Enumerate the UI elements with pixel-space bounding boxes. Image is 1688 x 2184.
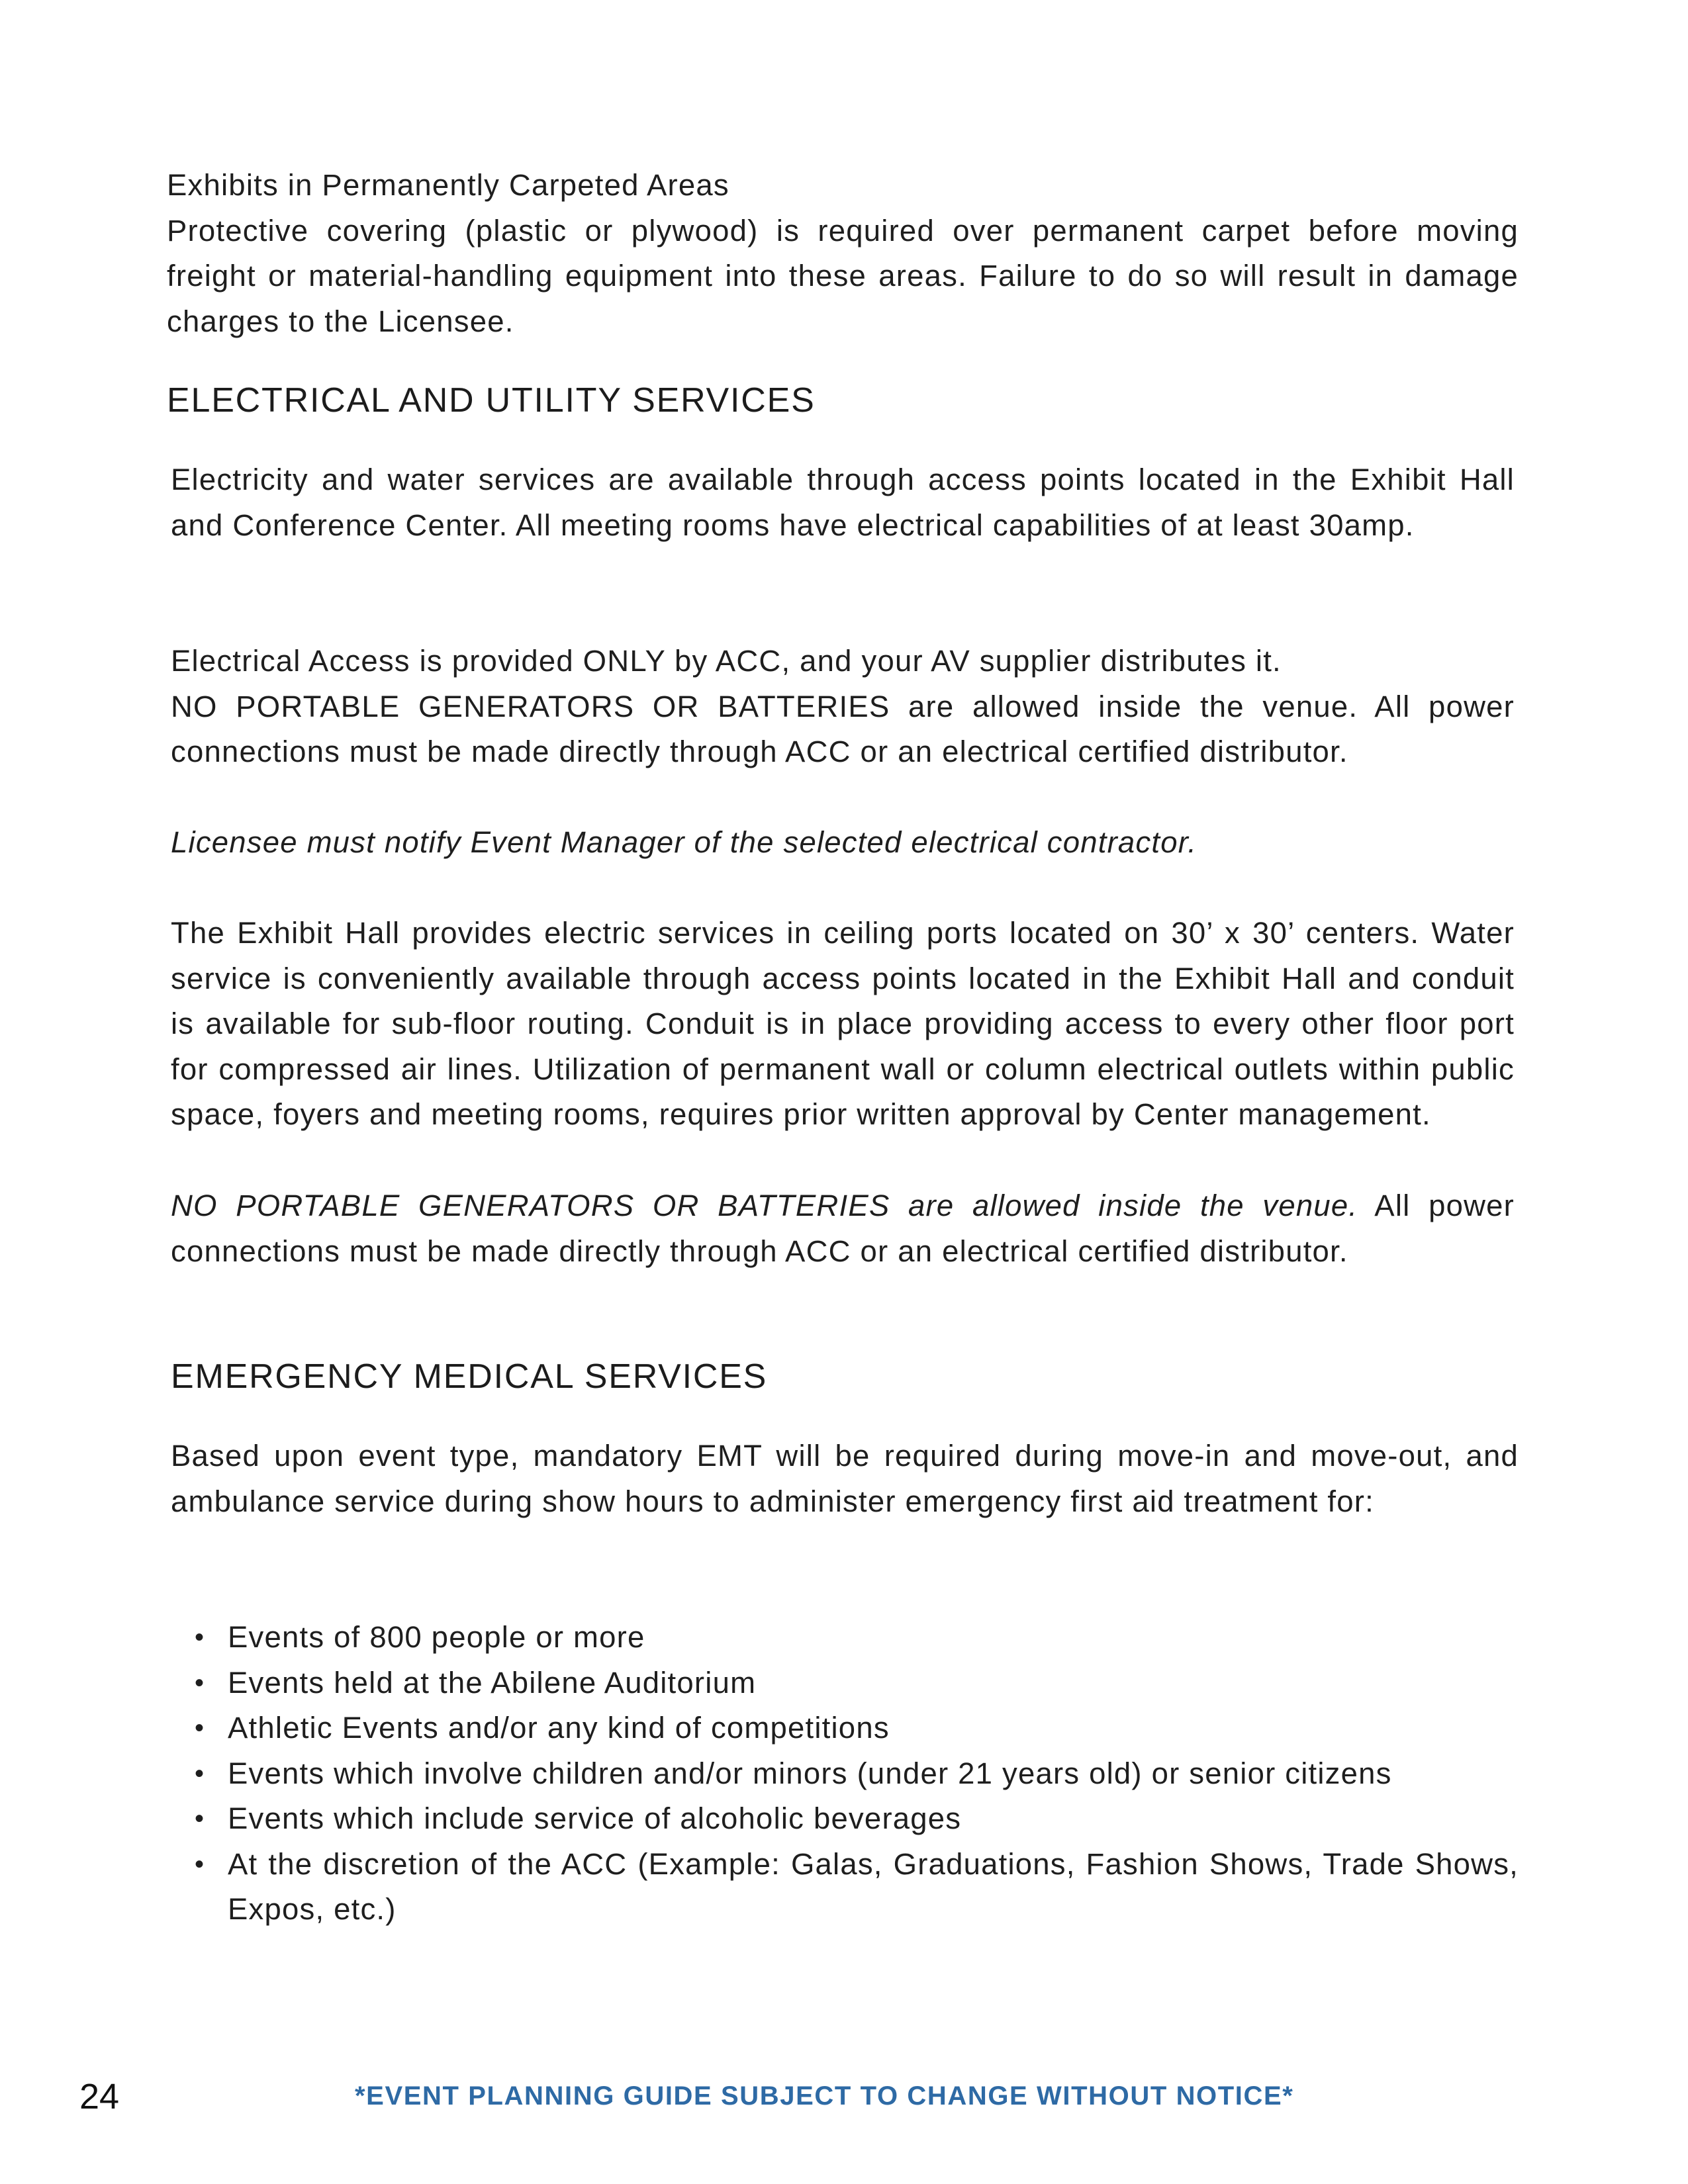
electrical-contractor-notice: Licensee must notify Event Manager of the selected electrical contractor. (171, 825, 1197, 859)
list-item: • Events which include service of alcoholic beverages (171, 1796, 1519, 1842)
electrical-notice-block (171, 820, 1515, 866)
electrical-p4-block (171, 1183, 1515, 1274)
bullet-icon: • (195, 1713, 205, 1743)
no-generators-italic: NO PORTABLE GENERATORS OR BATTERIES are allowed inside the venue. (171, 1189, 1358, 1222)
bullet-icon: • (195, 1668, 205, 1698)
electrical-heading: ELECTRICAL AND UTILITY SERVICES (167, 381, 816, 420)
footer-disclaimer: *EVENT PLANNING GUIDE SUBJECT TO CHANGE WITHOUT NOTICE* (355, 2081, 1294, 2111)
page-number: 24 (79, 2077, 120, 2116)
carpet-paragraph: Protective covering (plastic or plywood) is required over permanent carpet before moving freight or material-handling equipment into these areas. Failure to do so will result in damage charges to the Licensee. (167, 213, 1519, 338)
bullet-icon: • (195, 1849, 205, 1879)
electrical-p2-block (171, 639, 1515, 775)
power-connections-paragraph (171, 1183, 1515, 1274)
list-item: • Events which involve children and/or minors (under 21 years old) or senior citizens (171, 1751, 1519, 1797)
no-generators-paragraph: NO PORTABLE GENERATORS OR BATTERIES are allowed inside the venue. All power connections must be made directly through ACC or an electrical certified distributor. (171, 689, 1515, 768)
emergency-heading: EMERGENCY MEDICAL SERVICES (171, 1357, 768, 1396)
electrical-access-line: Electrical Access is provided ONLY by ACC, and your AV supplier distributes it. (171, 644, 1282, 678)
carpet-title: Exhibits in Permanently Carpeted Areas (167, 168, 729, 202)
bullet-icon: • (195, 1804, 205, 1833)
list-item: • Athletic Events and/or any kind of competitions (171, 1706, 1519, 1751)
electrical-paragraph-1: Electricity and water services are available through access points located in the Exhibit Hall and Conference Center. All meeting rooms have electrical capabilities of at least 30amp. (171, 463, 1515, 542)
emt-requirements-list (171, 1615, 1519, 1933)
exhibit-hall-services-paragraph: The Exhibit Hall provides electric services in ceiling ports located on 30’ x 30’ centers. Water service is conveniently available through access points located in the Exhibit Hall and conduit is available for sub-floor routing. Conduit is in place providing access to every other floor port for compressed air lines. Utilization of permanent wall or column electrical outlets within public space, foyers and meeting rooms, requires prior written approval by Center management. (171, 916, 1515, 1131)
emergency-intro-block (171, 1433, 1519, 1524)
electrical-p3-block (171, 911, 1515, 1138)
list-item: • Events held at the Abilene Auditorium (171, 1661, 1519, 1706)
carpet-section (167, 163, 1519, 344)
electrical-p1-block (171, 457, 1515, 548)
emergency-intro-paragraph: Based upon event type, mandatory EMT will be required during move-in and move-out, and ambulance service during show hours to administer emergency first aid treatment for: (171, 1439, 1519, 1518)
bullet-icon: • (195, 1758, 205, 1788)
power-connections-rest: All power connections must be made directly through ACC or an electrical certified distributor. (171, 1189, 1515, 1268)
bullet-icon: • (195, 1623, 205, 1652)
list-item: • At the discretion of the ACC (Example: Galas, Graduations, Fashion Shows, Trade Shows, Expos, etc.) (171, 1842, 1519, 1933)
list-item: • Events of 800 people or more (171, 1615, 1519, 1661)
